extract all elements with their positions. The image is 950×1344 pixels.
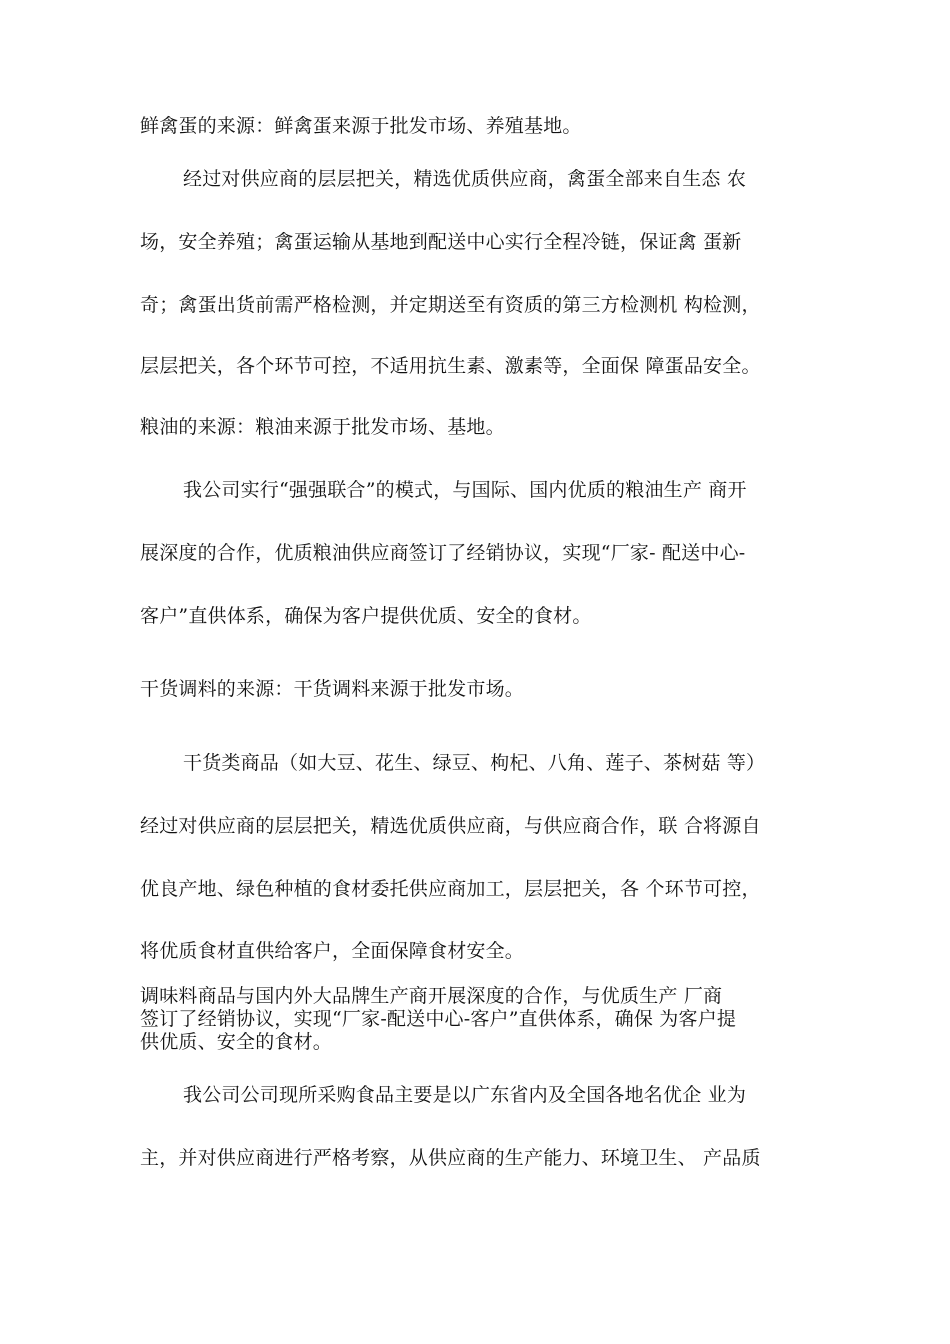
paragraph-line: 调味料商品与国内外大品牌生产商开展深度的合作，与优质生产 厂商 bbox=[140, 985, 723, 1007]
paragraph-line: 经过对供应商的层层把关，精选优质供应商，与供应商合作，联 合将源自 bbox=[140, 815, 761, 837]
paragraph-line: 经过对供应商的层层把关，精选优质供应商，禽蛋全部来自生态 农 bbox=[183, 168, 747, 190]
paragraph-line: 供优质、安全的食材。 bbox=[140, 1031, 333, 1053]
dry-goods-source-heading: 干货调料的来源：干货调料来源于批发市场。 bbox=[140, 678, 525, 700]
paragraph-line: 主，并对供应商进行严格考察，从供应商的生产能力、环境卫生、 产品质 bbox=[140, 1147, 761, 1169]
paragraph-line: 客户”直供体系，确保为客户提供优质、安全的食材。 bbox=[140, 605, 592, 627]
paragraph-line: 我公司实行“强强联合”的模式，与国际、国内优质的粮油生产 商开 bbox=[183, 479, 747, 501]
paragraph-line: 干货类商品（如大豆、花生、绿豆、枸杞、八角、莲子、茶树菇 等） bbox=[183, 752, 766, 774]
paragraph-line: 签订了经销协议，实现“厂家-配送中心-客户”直供体系，确保 为客户提 bbox=[140, 1008, 737, 1030]
paragraph-line: 奇；禽蛋出货前需严格检测，并定期送至有资质的第三方检测机 构检测， bbox=[140, 294, 761, 316]
paragraph-line: 我公司公司现所采购食品主要是以广东省内及全国各地名优企 业为 bbox=[183, 1084, 747, 1106]
paragraph-line: 层层把关，各个环节可控，不适用抗生素、激素等，全面保 障蛋品安全。 bbox=[140, 355, 761, 377]
paragraph-line: 场，安全养殖；禽蛋运输从基地到配送中心实行全程冷链，保证禽 蛋新 bbox=[140, 231, 742, 253]
paragraph-line: 将优质食材直供给客户，全面保障食材安全。 bbox=[140, 940, 525, 962]
paragraph-line: 优良产地、绿色种植的食材委托供应商加工，层层把关，各 个环节可控， bbox=[140, 878, 761, 900]
eggs-source-heading: 鲜禽蛋的来源：鲜禽蛋来源于批发市场、养殖基地。 bbox=[140, 115, 582, 137]
paragraph-line: 展深度的合作，优质粮油供应商签订了经销协议，实现“厂家- 配送中心- bbox=[140, 542, 746, 564]
grain-oil-source-heading: 粮油的来源：粮油来源于批发市场、基地。 bbox=[140, 416, 505, 438]
